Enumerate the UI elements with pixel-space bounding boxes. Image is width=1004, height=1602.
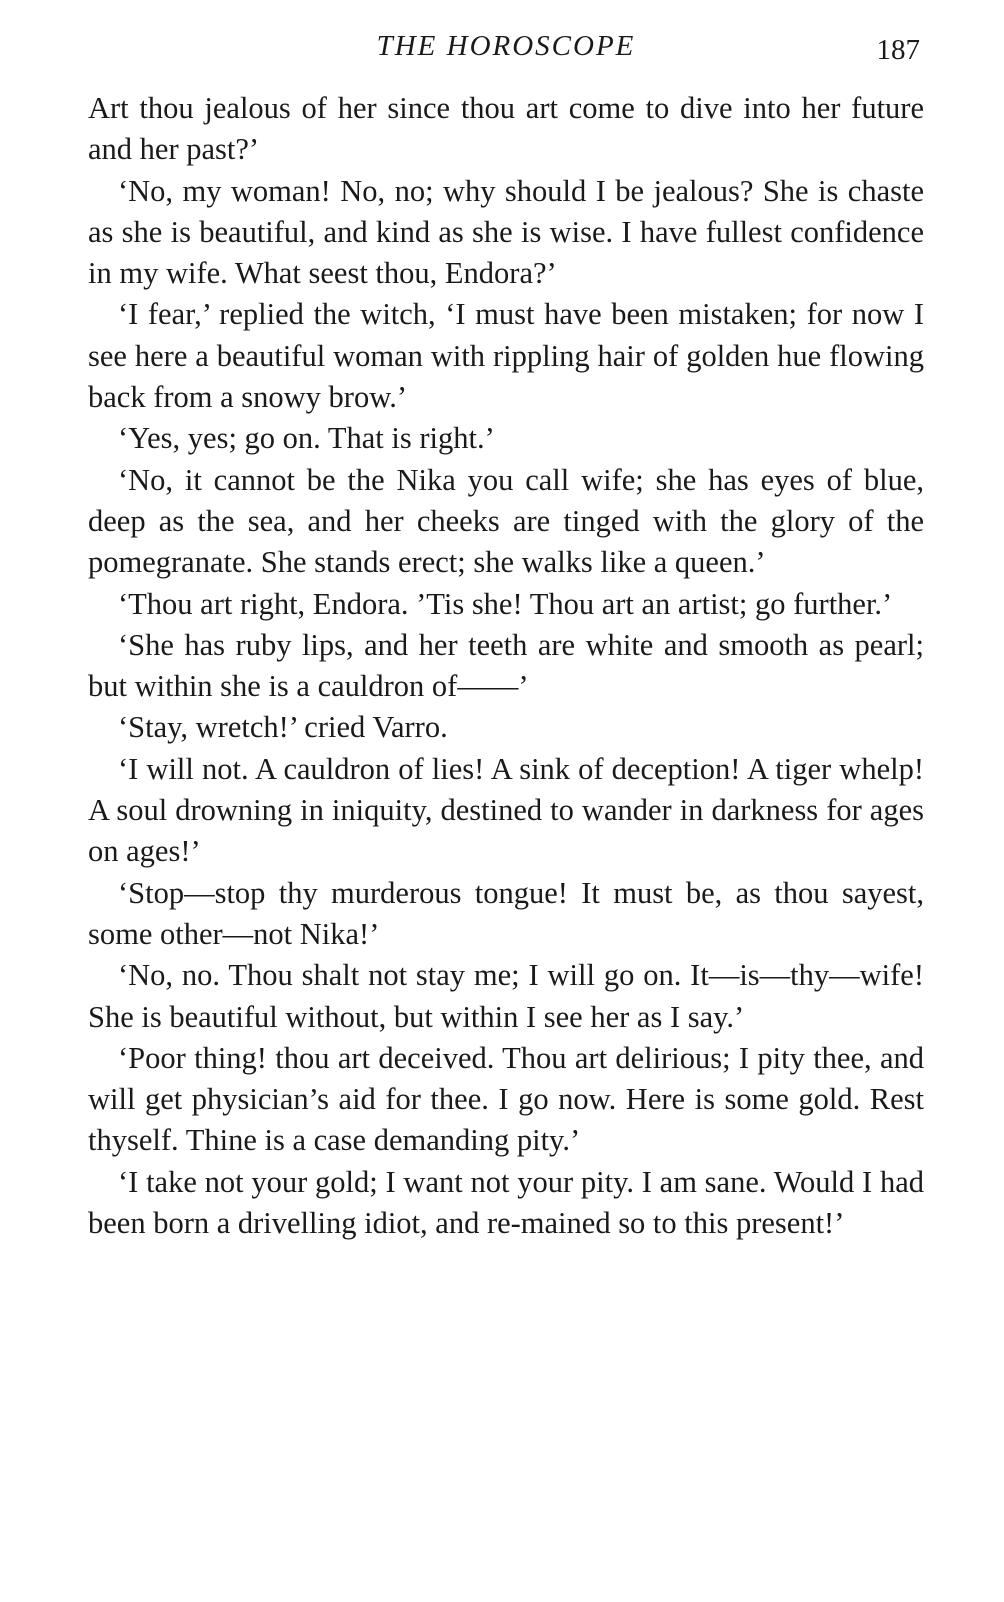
paragraph: ‘Stop—stop thy murderous tongue! It must be, as thou sayest, some other—not Nika!’	[88, 875, 924, 951]
paragraph: ‘Yes, yes; go on. That is right.’	[118, 421, 495, 456]
paragraph: ‘She has ruby lips, and her teeth are white and smooth as pearl; but within she is a cauldron of——’	[88, 627, 924, 704]
body-text	[88, 88, 924, 1244]
paragraph: ‘I fear,’ replied the witch, ‘I must have been mistaken; for now I see here a beautiful woman with rippling hair of golden hue flowing back from a snowy brow.’	[88, 297, 924, 415]
paragraph: ‘No, it cannot be the Nika you call wife; she has eyes of blue, deep as the sea, and her cheeks are tinged with the glory of the pomegranate. She stands erect; she walks like a queen.’	[88, 462, 924, 580]
paragraph: ‘No, no. Thou shalt not stay me; I will go on. It—is—thy—wife! She is beautiful without, but within I see her as I say.’	[88, 958, 924, 1034]
paragraph: Art thou jealous of her since thou art come to dive into her future and her past?’	[88, 91, 924, 167]
paragraph: ‘Poor thing! thou art deceived. Thou art delirious; I pity thee, and will get physician’s aid for thee. I go now. Here is some gold. Rest thyself. Thine is a case demanding pity.’	[88, 1040, 924, 1158]
paragraph: ‘Thou art right, Endora. ’Tis she! Thou art an artist; go further.’	[118, 586, 893, 621]
page-header	[88, 26, 924, 70]
paragraph: ‘I will not. A cauldron of lies! A sink of deception! A tiger whelp! A soul drowning in iniquity, destined to wander in darkness for ages on ages!’	[88, 751, 924, 869]
page-number: 187	[876, 34, 920, 66]
running-title: THE HOROSCOPE	[376, 30, 636, 62]
paragraph: ‘I take not your gold; I want not your pity. I am sane. Would I had been born a drivelling idiot, and re-mained so to this present!’	[88, 1164, 924, 1241]
paragraph: ‘Stay, wretch!’ cried Varro.	[118, 710, 448, 745]
paragraph: ‘No, my woman! No, no; why should I be jealous? She is chaste as she is beautiful, and kind as she is wise. I have fullest confidence in my wife. What seest thou, Endora?’	[88, 173, 924, 291]
